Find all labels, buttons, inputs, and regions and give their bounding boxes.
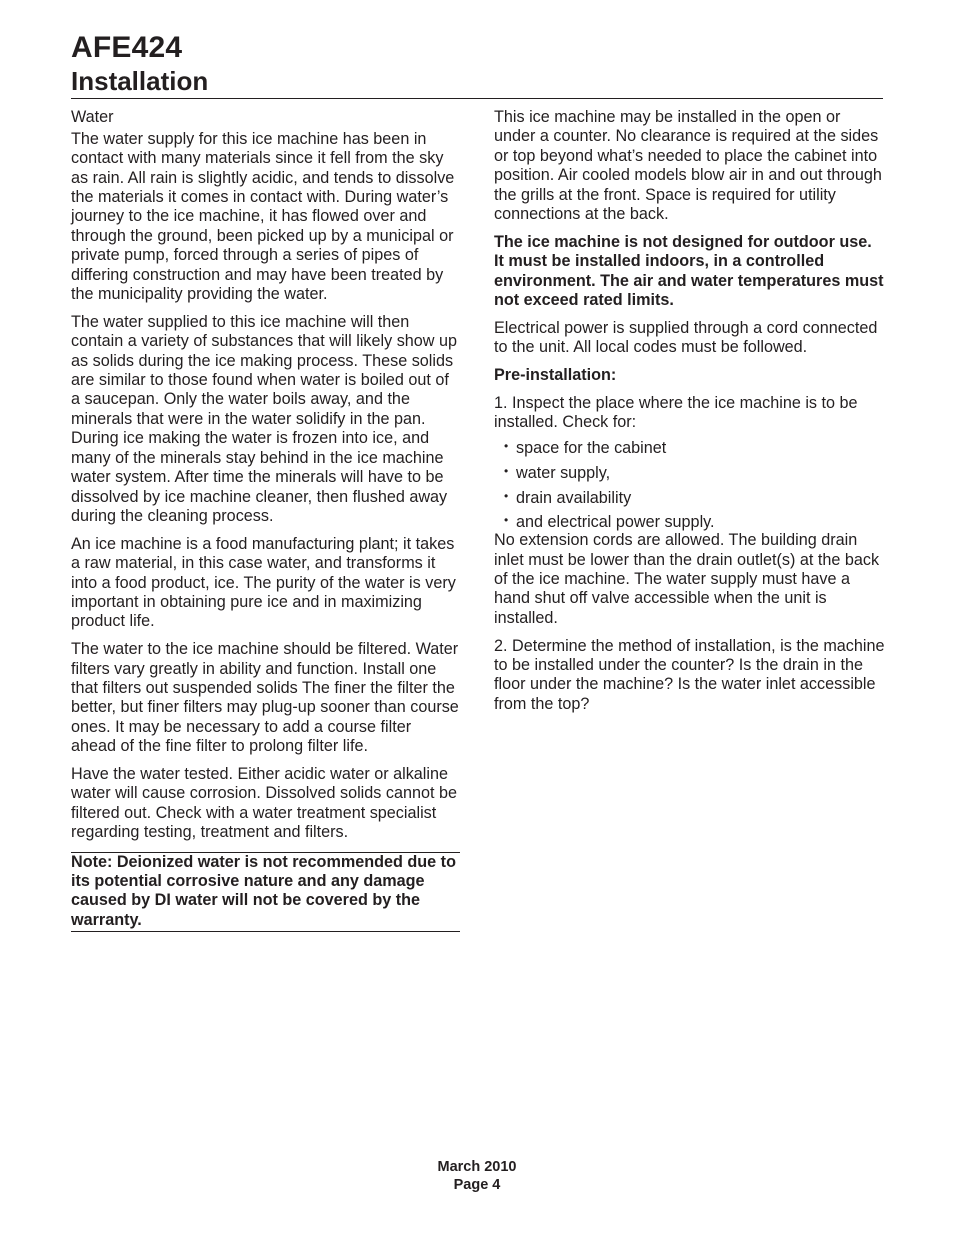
checklist-item: • drain availability — [504, 488, 632, 507]
page-header — [71, 30, 883, 96]
water-paragraph-2: The water supplied to this ice machine will then contain a variety of substances that will likely show up as solids during the ice making process. These solids are similar to those found when water is boiled out of a saucepan. Only the water boils away, and the minerals that were in the water solidify in the pan. During ice making the water is frozen into ice, and many of the minerals stay behind in the ice machine water system. After time the minerals will have to be dissolved by ice machine cleaner, then flushed away during the cleaning process. — [71, 312, 457, 525]
step-1: 1. Inspect the place where the ice machine is to be installed. Check for: — [494, 393, 858, 432]
page-number: Page 4 — [453, 1177, 501, 1193]
header-divider — [71, 98, 883, 99]
checklist-item: • and electrical power supply. — [504, 513, 715, 532]
water-paragraph-3: An ice machine is a food manufacturing plant; it takes a raw material, in this case water, and transforms it into a food product, ice. The purity of the water is very important in obtaining pure ice and in maximizing product life. — [71, 534, 456, 631]
model-title: AFE424 — [71, 31, 183, 64]
preinstallation-heading: Pre-installation: — [494, 366, 617, 385]
electrical-paragraph: Electrical power is supplied through a cord connected to the unit. All local codes must be followed. — [494, 318, 878, 357]
left-column — [71, 108, 460, 932]
bullet-icon: • — [504, 439, 509, 454]
right-column — [494, 108, 886, 723]
bullet-icon: • — [504, 513, 509, 528]
checklist — [494, 439, 886, 533]
water-paragraph-1: The water supply for this ice machine has been in contact with many materials since it fell from the sky as rain. All rain is slightly acidic, and tends to dissolve the materials it comes in contact with. During water’s journey to the ice machine, it has flowed over and through the ground, been picked up by a municipal or private pump, forced through a series of pipes of differing construction and may have been treated by the municipality providing the water. — [71, 129, 455, 304]
checklist-item: • space for the cabinet — [504, 439, 667, 458]
bullet-icon: • — [504, 463, 509, 478]
outdoor-warning: The ice machine is not designed for outdoor use. It must be installed indoors, in a controlled environment. The air and water temperatures must not exceed rated limits. — [494, 232, 884, 310]
section-title: Installation — [71, 66, 209, 96]
checklist-item: • water supply, — [504, 463, 611, 482]
water-subhead: Water — [71, 108, 114, 126]
deionized-water-note: Note: Deionized water is not recommended due to its potential corrosive nature and any damage caused by DI water will not be covered by the warranty. — [71, 852, 460, 933]
page-footer — [0, 1158, 954, 1194]
water-paragraph-5: Have the water tested. Either acidic water or alkaline water will cause corrosion. Dissolved solids cannot be filtered out. Check with a water treatment specialist regarding testing, treatment and filters. — [71, 764, 457, 842]
water-paragraph-4: The water to the ice machine should be filtered. Water filters vary greatly in ability and function. Install one that filters out suspended solids The finer the filter the better, but finer filters may plug-up sooner than course ones. It may be necessary to add a course filter ahead of the fine filter to prolong filter life. — [71, 640, 459, 756]
bullet-icon: • — [504, 488, 509, 503]
step-2: 2. Determine the method of installation, is the machine to be installed under the counter? Is the drain in the floor under the machine? Is the water inlet accessible from the top? — [494, 636, 885, 713]
location-paragraph: This ice machine may be installed in the open or under a counter. No clearance is required at the sides or top beyond what’s needed to place the cabinet into position. Air cooled models blow air in and out through the grills at the front. Space is required for utility connections at the back. — [494, 108, 882, 224]
footer-date: March 2010 — [437, 1159, 517, 1175]
extension-cords-paragraph: No extension cords are allowed. The building drain inlet must be lower than the drain outlet(s) at the back of the ice machine. The water supply must have a hand shut off valve accessible when the unit is installed. — [494, 531, 880, 627]
